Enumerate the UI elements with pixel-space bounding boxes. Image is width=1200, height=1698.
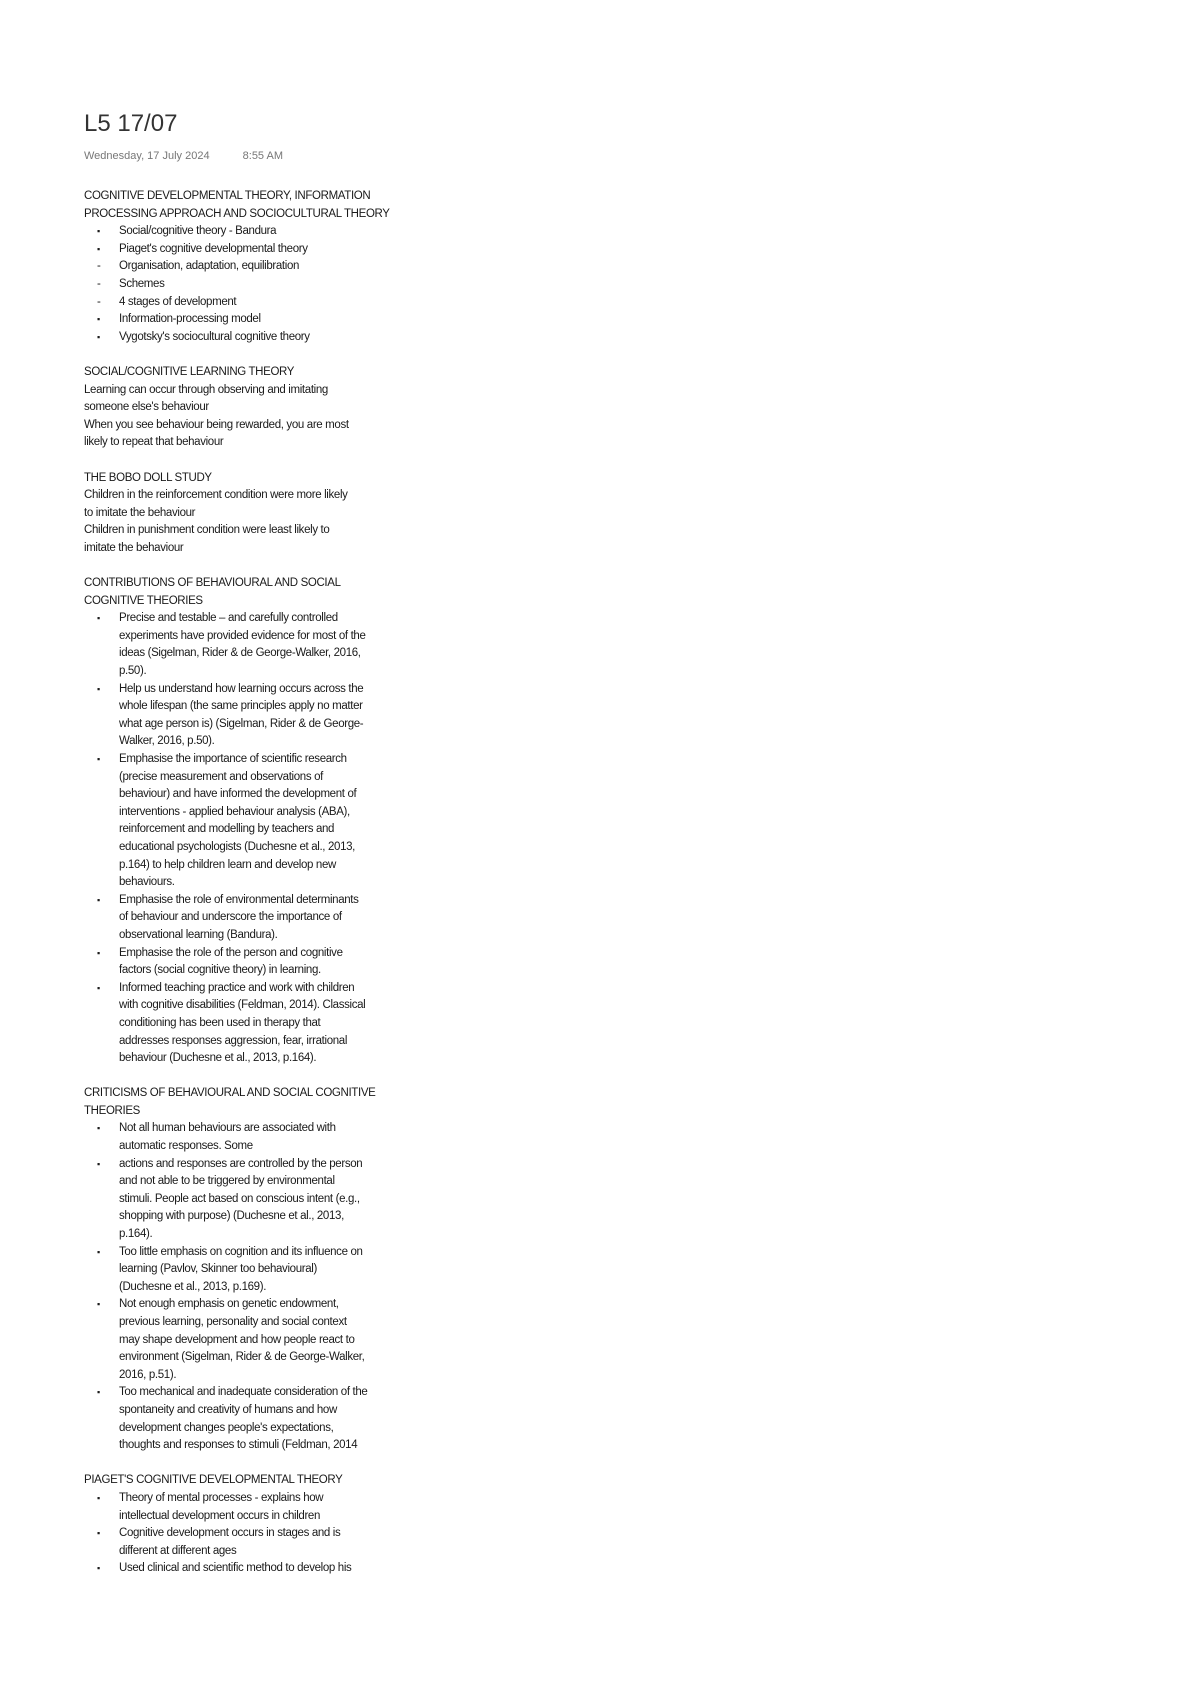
list-item-line: environment (Sigelman, Rider & de George-Walker, bbox=[119, 1351, 365, 1364]
note-section bbox=[84, 1085, 446, 1454]
list-item bbox=[84, 945, 446, 980]
list-item bbox=[84, 276, 446, 294]
section-heading: THEORIES bbox=[84, 1104, 140, 1117]
list-item-line: Too little emphasis on cognition and its influence on bbox=[119, 1245, 363, 1258]
square-bullet-icon: ▪ bbox=[97, 243, 100, 254]
paragraph-line: imitate the behaviour bbox=[84, 541, 184, 554]
list-item-line: interventions - applied behaviour analysis (ABA), bbox=[119, 805, 350, 818]
section-heading: THE BOBO DOLL STUDY bbox=[84, 471, 212, 484]
bullet-list bbox=[84, 223, 446, 346]
list-item-line: p.164). bbox=[119, 1228, 153, 1241]
paragraph-line: someone else's behaviour bbox=[84, 401, 209, 414]
paragraph-line: likely to repeat that behaviour bbox=[84, 436, 224, 449]
list-item-line: Precise and testable – and carefully controlled bbox=[119, 612, 338, 625]
square-bullet-icon: ▪ bbox=[97, 1563, 100, 1574]
list-item bbox=[84, 329, 446, 347]
square-bullet-icon: ▪ bbox=[97, 314, 100, 325]
list-item bbox=[84, 892, 446, 945]
square-bullet-icon: ▪ bbox=[97, 947, 100, 958]
section-heading: SOCIAL/COGNITIVE LEARNING THEORY bbox=[84, 365, 295, 378]
list-item-line: behaviour) and have informed the development of bbox=[119, 788, 357, 801]
list-item-text: Information-processing model bbox=[119, 313, 261, 326]
section-heading: PROCESSING APPROACH AND SOCIOCULTURAL THEORY bbox=[84, 207, 390, 220]
list-item-line: shopping with purpose) (Duchesne et al., 2013, bbox=[119, 1210, 344, 1223]
list-item-line: experiments have provided evidence for most of the bbox=[119, 629, 366, 642]
section-heading: COGNITIVE THEORIES bbox=[84, 594, 203, 607]
list-item-line: p.164) to help children learn and develop new bbox=[119, 858, 336, 871]
list-item-line: Used clinical and scientific method to develop his bbox=[119, 1562, 352, 1575]
list-item-line: Informed teaching practice and work with children bbox=[119, 981, 355, 994]
list-item-line: spontaneity and creativity of humans and how bbox=[119, 1403, 337, 1416]
list-item bbox=[84, 1525, 446, 1560]
list-item-line: thoughts and responses to stimuli (Feldman, 2014 bbox=[119, 1439, 358, 1452]
note-section bbox=[84, 1472, 446, 1578]
list-item-line: behaviour (Duchesne et al., 2013, p.164). bbox=[119, 1052, 317, 1065]
list-item-text: Piaget's cognitive developmental theory bbox=[119, 242, 308, 255]
list-item-line: 2016, p.51). bbox=[119, 1368, 177, 1381]
list-item bbox=[84, 258, 446, 276]
list-item-line: Theory of mental processes - explains how bbox=[119, 1491, 324, 1504]
paragraph-line: Learning can occur through observing and imitating bbox=[84, 383, 328, 396]
list-item-text: 4 stages of development bbox=[119, 295, 237, 308]
list-item-line: Not enough emphasis on genetic endowment, bbox=[119, 1298, 339, 1311]
note-body[interactable] bbox=[84, 188, 446, 1578]
square-bullet-icon: ▪ bbox=[97, 1528, 100, 1539]
note-timestamp bbox=[84, 148, 446, 164]
list-item-line: conditioning has been used in therapy that bbox=[119, 1016, 321, 1029]
list-item bbox=[84, 241, 446, 259]
page-title: L5 17/07 bbox=[84, 110, 178, 137]
list-item bbox=[84, 980, 446, 1068]
square-bullet-icon: ▪ bbox=[97, 613, 100, 624]
dash-bullet-icon: - bbox=[97, 260, 101, 273]
list-item bbox=[84, 311, 446, 329]
list-item-line: and not able to be triggered by environmental bbox=[119, 1175, 335, 1188]
list-item-line: previous learning, personality and social context bbox=[119, 1316, 347, 1328]
note-section bbox=[84, 575, 446, 1068]
list-item bbox=[84, 1120, 446, 1155]
square-bullet-icon: ▪ bbox=[97, 331, 100, 342]
list-item-line: ideas (Sigelman, Rider & de George-Walker, 2016, bbox=[119, 647, 361, 660]
list-item bbox=[84, 751, 446, 892]
square-bullet-icon: ▪ bbox=[97, 226, 100, 237]
list-item-line: stimuli. People act based on conscious intent (e.g., bbox=[119, 1192, 360, 1205]
note-time: 8:55 AM bbox=[242, 150, 283, 162]
bullet-list bbox=[84, 1120, 446, 1454]
list-item-line: p.50). bbox=[119, 665, 147, 678]
list-item-line: may shape development and how people react to bbox=[119, 1333, 355, 1346]
list-item-line: Emphasise the role of environmental determinants bbox=[119, 893, 359, 906]
list-item-line: observational learning (Bandura). bbox=[119, 928, 278, 941]
section-heading: CONTRIBUTIONS OF BEHAVIOURAL AND SOCIAL bbox=[84, 577, 341, 590]
list-item-line: (Duchesne et al., 2013, p.169). bbox=[119, 1280, 267, 1293]
note-section bbox=[84, 470, 446, 558]
list-item-text: Organisation, adaptation, equilibration bbox=[119, 260, 300, 273]
section-heading: CRITICISMS OF BEHAVIOURAL AND SOCIAL COGNITIVE bbox=[84, 1087, 376, 1100]
list-item-text: Schemes bbox=[119, 277, 165, 290]
dash-bullet-icon: - bbox=[97, 295, 101, 308]
list-item-line: Emphasise the role of the person and cognitive bbox=[119, 946, 343, 959]
square-bullet-icon: ▪ bbox=[97, 894, 100, 905]
square-bullet-icon: ▪ bbox=[97, 1387, 100, 1398]
paragraph-line: When you see behaviour being rewarded, you are most bbox=[84, 418, 349, 431]
square-bullet-icon: ▪ bbox=[97, 754, 100, 764]
list-item-line: addresses responses aggression, fear, irrational bbox=[119, 1034, 348, 1047]
list-item-text: Vygotsky's sociocultural cognitive theory bbox=[119, 330, 310, 343]
list-item-line: intellectual development occurs in children bbox=[119, 1509, 321, 1522]
section-heading: PIAGET'S COGNITIVE DEVELOPMENTAL THEORY bbox=[84, 1474, 343, 1487]
list-item-line: development changes people's expectations, bbox=[119, 1421, 334, 1434]
note-section bbox=[84, 364, 446, 452]
paragraph-line: to imitate the behaviour bbox=[84, 506, 196, 519]
list-item-line: whole lifespan (the same principles apply no matter bbox=[119, 700, 363, 713]
list-item bbox=[84, 223, 446, 241]
list-item-line: learning (Pavlov, Skinner too behavioural) bbox=[119, 1263, 317, 1276]
list-item-line: Too mechanical and inadequate consideration of the bbox=[119, 1386, 368, 1399]
list-item bbox=[84, 1244, 446, 1297]
list-item-line: educational psychologists (Duchesne et al., 2013, bbox=[119, 840, 356, 853]
note-date: Wednesday, 17 July 2024 bbox=[84, 150, 210, 162]
list-item bbox=[84, 1384, 446, 1454]
bullet-list bbox=[84, 610, 446, 1067]
list-item bbox=[84, 610, 446, 680]
list-item bbox=[84, 1156, 446, 1244]
list-item-line: behaviours. bbox=[119, 876, 175, 889]
list-item-line: actions and responses are controlled by the person bbox=[119, 1157, 363, 1170]
note-page bbox=[84, 108, 446, 1596]
dash-bullet-icon: - bbox=[97, 277, 101, 290]
list-item-line: factors (social cognitive theory) in learning. bbox=[119, 964, 321, 977]
square-bullet-icon: ▪ bbox=[97, 1299, 100, 1310]
list-item-line: different at different ages bbox=[119, 1544, 237, 1557]
paragraph-line: Children in the reinforcement condition were more likely bbox=[84, 489, 348, 502]
bullet-list bbox=[84, 1490, 446, 1578]
list-item-line: (precise measurement and observations of bbox=[119, 770, 323, 783]
list-item-line: Emphasise the importance of scientific research bbox=[119, 753, 347, 765]
list-item bbox=[84, 1490, 446, 1525]
list-item-line: automatic responses. Some bbox=[119, 1140, 253, 1153]
list-item-line: Not all human behaviours are associated with bbox=[119, 1122, 336, 1135]
section-heading: COGNITIVE DEVELOPMENTAL THEORY, INFORMATION bbox=[84, 190, 371, 202]
list-item bbox=[84, 1560, 446, 1578]
paragraph-line: Children in punishment condition were least likely to bbox=[84, 524, 330, 537]
list-item-line: Cognitive development occurs in stages and is bbox=[119, 1527, 341, 1540]
square-bullet-icon: ▪ bbox=[97, 1123, 100, 1134]
list-item bbox=[84, 681, 446, 751]
square-bullet-icon: ▪ bbox=[97, 982, 100, 993]
square-bullet-icon: ▪ bbox=[97, 1246, 100, 1257]
list-item bbox=[84, 294, 446, 312]
square-bullet-icon: ▪ bbox=[97, 1158, 100, 1169]
list-item-line: what age person is) (Sigelman, Rider & de George- bbox=[119, 717, 364, 730]
list-item-text: Social/cognitive theory - Bandura bbox=[119, 225, 277, 238]
list-item-line: Help us understand how learning occurs across the bbox=[119, 682, 364, 695]
list-item-line: Walker, 2016, p.50). bbox=[119, 735, 215, 748]
note-section bbox=[84, 188, 446, 346]
list-item-line: with cognitive disabilities (Feldman, 2014). Classical bbox=[119, 999, 366, 1012]
list-item-line: reinforcement and modelling by teachers and bbox=[119, 823, 335, 836]
square-bullet-icon: ▪ bbox=[97, 683, 100, 694]
list-item bbox=[84, 1296, 446, 1384]
square-bullet-icon: ▪ bbox=[97, 1492, 100, 1503]
list-item-line: of behaviour and underscore the importance of bbox=[119, 911, 342, 924]
